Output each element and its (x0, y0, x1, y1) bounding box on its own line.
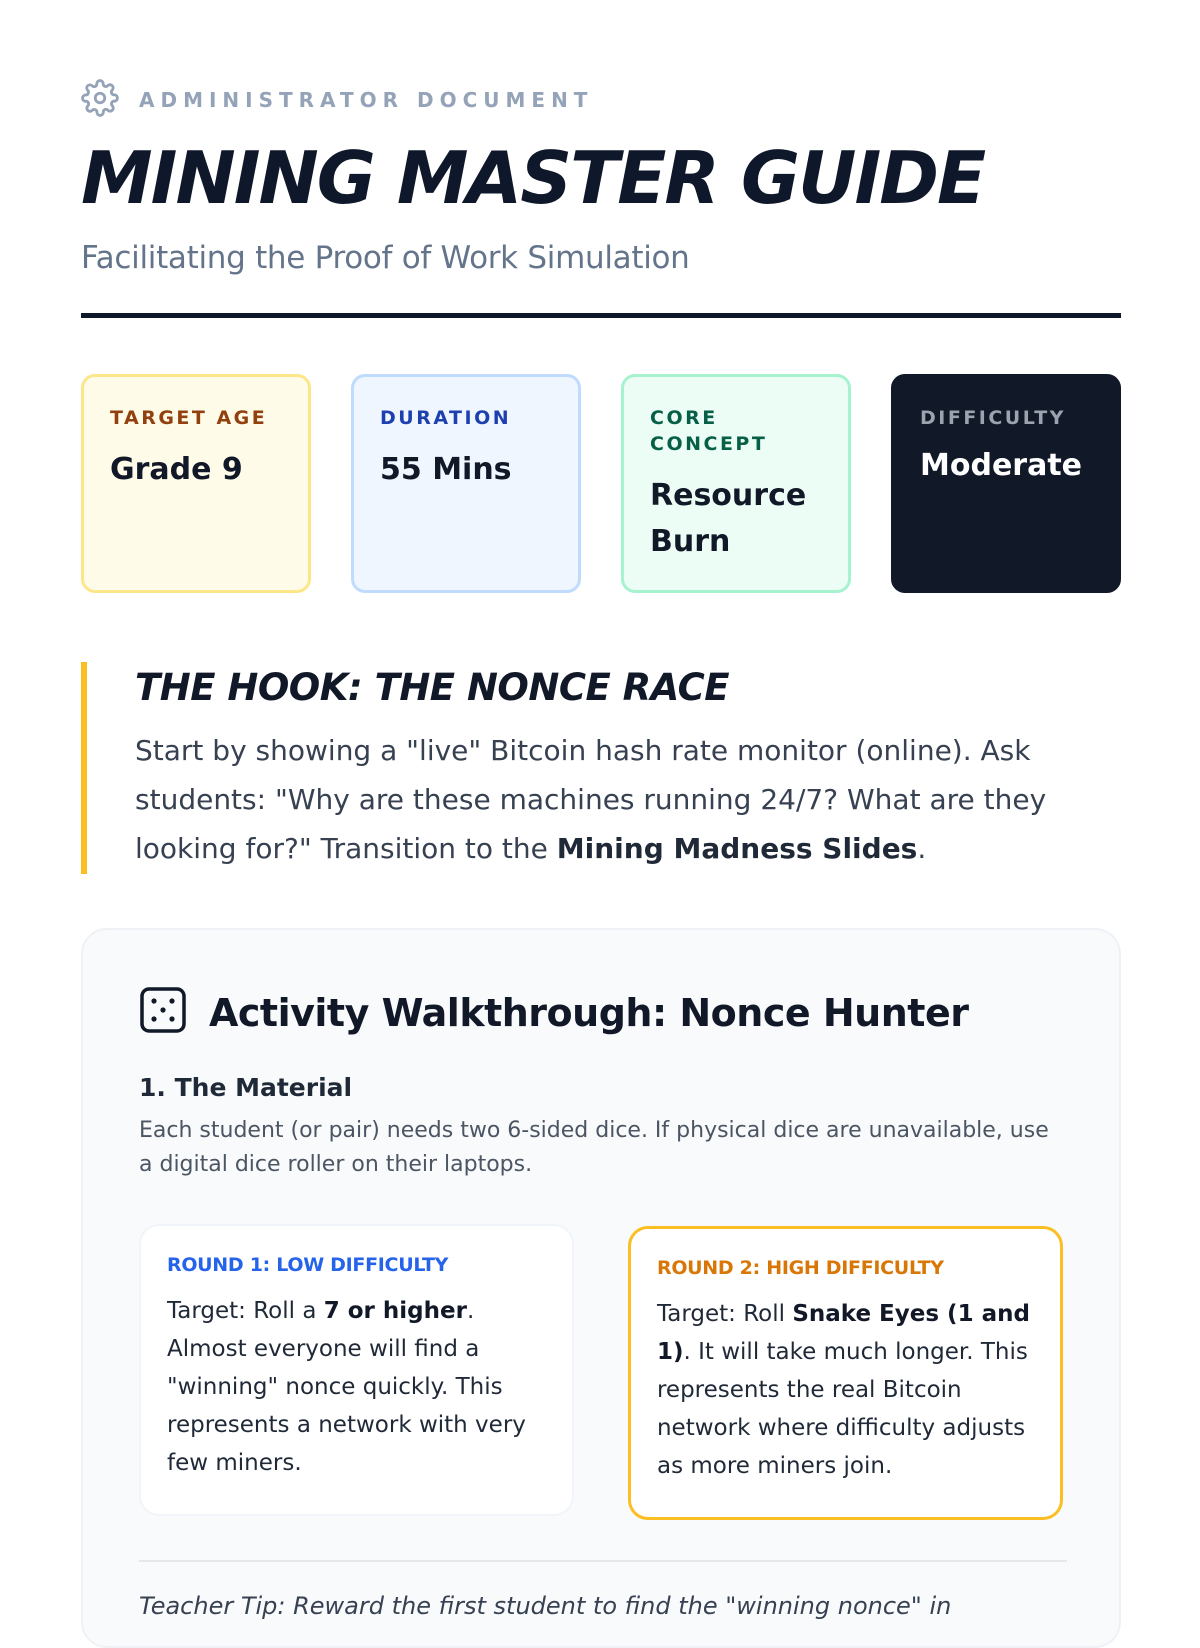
hook-section (81, 662, 1121, 874)
title-divider (81, 313, 1121, 318)
stat-label: CORE CONCEPT (650, 407, 768, 455)
stat-cards (81, 374, 1121, 593)
round-target: Snake Eyes (1 and 1) (656, 1301, 1030, 1365)
stat-card-core-concept (621, 374, 851, 593)
dice-icon (139, 986, 187, 1039)
page-subtitle: Facilitating the Proof of Work Simulation (81, 240, 690, 276)
teacher-tip: Teacher Tip: Reward the first student to find the "winning nonce" in (139, 1592, 952, 1620)
stat-card-difficulty (891, 374, 1121, 593)
round-card-low (139, 1224, 574, 1516)
hook-body-end: . (917, 832, 927, 865)
round-body (657, 1295, 1034, 1485)
material-body: Each student (or pair) needs two 6-sided dice. If physical dice are unavailable, use a digital dice roller on their laptops. (139, 1118, 1049, 1177)
panel-divider (139, 1560, 1067, 1562)
stat-card-duration (351, 374, 581, 593)
hook-body-text: Start by showing a "live" Bitcoin hash rate monitor (online). Ask students: "Why are these machines running 24/7? What are they looking for?" Transition to the (135, 734, 1047, 865)
stat-value: Moderate (920, 448, 1083, 483)
round-body-rest: . It will take much longer. This represents the real Bitcoin network where difficulty adjusts as more miners join. (656, 1339, 1028, 1479)
round-label: ROUND 1: LOW DIFFICULTY (167, 1254, 449, 1276)
round-body (167, 1292, 546, 1482)
stat-label: DIFFICULTY (920, 407, 1066, 429)
stat-value: Grade 9 (110, 452, 243, 487)
stat-card-target-age (81, 374, 311, 593)
material-heading: 1. The Material (139, 1073, 353, 1102)
eyebrow-label: ADMINISTRATOR DOCUMENT (139, 88, 594, 112)
stat-label: TARGET AGE (110, 407, 268, 429)
stat-value: Resource Burn (650, 478, 807, 559)
round-card-high (628, 1226, 1063, 1520)
round-target: 7 or higher (323, 1298, 467, 1324)
hook-body (135, 726, 1095, 873)
round-body-text: Target: Roll (656, 1301, 793, 1327)
round-cards (139, 1224, 1063, 1520)
slides-link-text: Mining Madness Slides (556, 832, 918, 865)
stat-value: 55 Mins (380, 452, 512, 487)
round-body-text: Target: Roll a (167, 1298, 324, 1324)
activity-panel (81, 928, 1121, 1648)
activity-header (139, 986, 1063, 1039)
hook-title: THE HOOK: THE NONCE RACE (135, 666, 730, 709)
stat-label: DURATION (380, 407, 512, 429)
page-title: MINING MASTER GUIDE (81, 136, 985, 220)
activity-title: Activity Walkthrough: Nonce Hunter (209, 990, 969, 1035)
round-body-rest: . Almost everyone will find a "winning" nonce quickly. This represents a network with very few miners. (167, 1298, 526, 1476)
round-label: ROUND 2: HIGH DIFFICULTY (656, 1257, 944, 1279)
gear-icon (81, 79, 119, 122)
document-eyebrow (81, 80, 1100, 120)
